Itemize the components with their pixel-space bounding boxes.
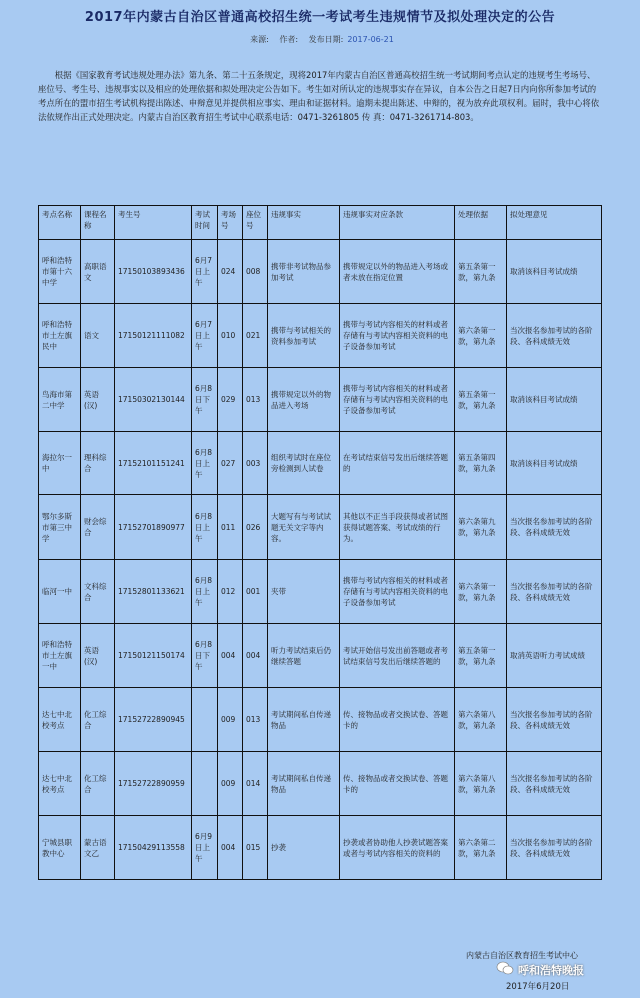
cell-violation: 大题写有与考试试题无关文字等内容。 — [268, 495, 340, 560]
cell-violation: 携带非考试物品参加考试 — [268, 240, 340, 304]
cell-seat-no: 014 — [243, 752, 268, 816]
wechat-logo-icon — [496, 960, 514, 976]
cell-violation: 组织考试时在座位旁检测到人试卷 — [268, 432, 340, 495]
page-title: 2017年内蒙古自治区普通高校招生统一考试考生违规情节及拟处理决定的公告 — [84, 10, 556, 25]
table-header-row — [39, 206, 602, 240]
cell-room-no: 009 — [218, 752, 243, 816]
cell-exam-time: 6月8日下午 — [192, 368, 218, 432]
cell-decision: 当次报名参加考试的各阶段、各科成绩无效 — [507, 752, 602, 816]
col-header-room-no: 考场号 — [218, 206, 243, 240]
cell-violation: 考试期间私自传递物品 — [268, 688, 340, 752]
cell-exam-time: 6月8日上午 — [192, 495, 218, 560]
cell-exam-time: 6月8日下午 — [192, 624, 218, 688]
col-header-exam-site: 考点名称 — [39, 206, 81, 240]
source-label: 来源: — [250, 35, 269, 44]
cell-clause: 传、接物品或者交换试卷、答题卡的 — [340, 752, 455, 816]
table-row — [39, 304, 602, 368]
cell-course: 理科综合 — [81, 432, 115, 495]
cell-exam-site: 达七中北校考点 — [39, 688, 81, 752]
cell-decision: 当次报名参加考试的各阶段、各科成绩无效 — [507, 495, 602, 560]
cell-candidate-id: 17150121150174 — [115, 624, 192, 688]
cell-exam-site: 呼和浩特市第十六中学 — [39, 240, 81, 304]
cell-decision: 当次报名参加考试的各阶段、各科成绩无效 — [507, 816, 602, 880]
cell-violation: 夹带 — [268, 560, 340, 624]
cell-decision: 取消该科目考试成绩 — [507, 368, 602, 432]
cell-exam-site: 呼和浩特市土左旗民中 — [39, 304, 81, 368]
cell-exam-time: 6月8日上午 — [192, 432, 218, 495]
cell-basis: 第六条第八款，第九条 — [455, 752, 507, 816]
cell-seat-no: 021 — [243, 304, 268, 368]
table-row — [39, 816, 602, 880]
cell-course: 文科综合 — [81, 560, 115, 624]
cell-course: 高职语文 — [81, 240, 115, 304]
cell-exam-site: 海拉尔一中 — [39, 432, 81, 495]
intro-paragraph: 根据《国家教育考试违规处理办法》第九条、第二十五条规定，现将2017年内蒙古自治区普通高校招生统一考试期间考点认定的违规考生考场号、座位号、考生号、违规事实以及相应的处理依据和拟处理决定公告如下。考生如对所认定的违规事实存在异议，自本公告之日起7日内向你所参加考试的考点所在的盟市招生考试机构提出陈述、申辩意见并提供相应事实、理由和证据材料。逾期未提出陈述、申辩的，视为放弃此项权利。届时，我中心将依法依规作出正式处理决定。内蒙古自治区教育招生考试中心联系电话：0471-3261805 传 真：0471-3261714-803。 — [38, 70, 600, 122]
table-row — [39, 495, 602, 560]
cell-basis: 第六条第九款，第九条 — [455, 495, 507, 560]
cell-exam-time: 6月8日上午 — [192, 560, 218, 624]
cell-seat-no: 026 — [243, 495, 268, 560]
cell-exam-site: 临河一中 — [39, 560, 81, 624]
cell-exam-site: 达七中北校考点 — [39, 752, 81, 816]
watermark-brand: 呼和浩特晚报 — [518, 964, 584, 977]
table-row — [39, 560, 602, 624]
cell-exam-time: 6月9日上午 — [192, 816, 218, 880]
cell-decision: 当次报名参加考试的各阶段、各科成绩无效 — [507, 688, 602, 752]
col-header-clause: 违规事实对应条款 — [340, 206, 455, 240]
cell-room-no: 011 — [218, 495, 243, 560]
cell-seat-no: 008 — [243, 240, 268, 304]
cell-candidate-id: 17150429113558 — [115, 816, 192, 880]
cell-course: 英语(汉) — [81, 624, 115, 688]
col-header-violation: 违规事实 — [268, 206, 340, 240]
cell-basis: 第五条第一款，第九条 — [455, 368, 507, 432]
cell-exam-time: 6月7日上午 — [192, 304, 218, 368]
publish-date: 2017-06-21 — [347, 35, 394, 44]
cell-exam-time — [192, 688, 218, 752]
cell-seat-no: 015 — [243, 816, 268, 880]
cell-seat-no: 003 — [243, 432, 268, 495]
cell-room-no: 024 — [218, 240, 243, 304]
cell-course: 英语(汉) — [81, 368, 115, 432]
cell-basis: 第六条第二款，第九条 — [455, 816, 507, 880]
cell-clause: 携带与考试内容相关的材料或者存储有与考试内容相关资料的电子设备参加考试 — [340, 560, 455, 624]
cell-decision: 取消英语听力考试成绩 — [507, 624, 602, 688]
cell-seat-no: 001 — [243, 560, 268, 624]
date-label: 发布日期: — [308, 35, 344, 44]
cell-clause: 抄袭或者协助他人抄袭试题答案或者与考试内容相关的资料的 — [340, 816, 455, 880]
cell-decision: 当次报名参加考试的各阶段、各科成绩无效 — [507, 304, 602, 368]
cell-candidate-id: 17150121111082 — [115, 304, 192, 368]
cell-seat-no: 013 — [243, 368, 268, 432]
cell-room-no: 012 — [218, 560, 243, 624]
cell-clause: 携带与考试内容相关的材料或者存储有与考试内容相关资料的电子设备参加考试 — [340, 368, 455, 432]
cell-candidate-id: 17150103893436 — [115, 240, 192, 304]
col-header-basis: 处理依据 — [455, 206, 507, 240]
cell-room-no: 029 — [218, 368, 243, 432]
cell-clause: 考试开始信号发出前答题或者考试结束信号发出后继续答题的 — [340, 624, 455, 688]
cell-exam-site: 鄂尔多斯市第三中学 — [39, 495, 81, 560]
table-row — [39, 368, 602, 432]
cell-basis: 第五条第四款，第九条 — [455, 432, 507, 495]
col-header-decision: 拟处理意见 — [507, 206, 602, 240]
author-label: 作者: — [279, 35, 299, 44]
cell-decision: 当次报名参加考试的各阶段、各科成绩无效 — [507, 560, 602, 624]
col-header-seat-no: 座位号 — [243, 206, 268, 240]
cell-violation: 考试期间私自传递物品 — [268, 752, 340, 816]
cell-exam-site: 鸟海市第二中学 — [39, 368, 81, 432]
cell-room-no: 010 — [218, 304, 243, 368]
cell-exam-time: 6月7日上午 — [192, 240, 218, 304]
cell-candidate-id: 17152722890945 — [115, 688, 192, 752]
cell-clause: 其他以不正当手段获得或者试图获得试题答案、考试成绩的行为。 — [340, 495, 455, 560]
footer-date: 2017年6月20日 — [506, 982, 570, 992]
cell-room-no: 004 — [218, 624, 243, 688]
article-meta — [0, 34, 640, 45]
table-row — [39, 432, 602, 495]
cell-room-no: 004 — [218, 816, 243, 880]
cell-course: 化工综合 — [81, 688, 115, 752]
cell-course: 语文 — [81, 304, 115, 368]
cell-room-no: 009 — [218, 688, 243, 752]
cell-candidate-id: 17152722890959 — [115, 752, 192, 816]
cell-candidate-id: 17150302130144 — [115, 368, 192, 432]
violation-table — [38, 205, 602, 880]
col-header-candidate-id: 考生号 — [115, 206, 192, 240]
table-row — [39, 624, 602, 688]
cell-candidate-id: 17152101151241 — [115, 432, 192, 495]
col-header-exam-time: 考试时间 — [192, 206, 218, 240]
table-row — [39, 688, 602, 752]
cell-clause: 携带与考试内容相关的材料或者存储有与考试内容相关资料的电子设备参加考试 — [340, 304, 455, 368]
cell-course: 财会综合 — [81, 495, 115, 560]
cell-exam-site: 呼和浩特市土左旗一中 — [39, 624, 81, 688]
table-row — [39, 752, 602, 816]
cell-candidate-id: 17152701890977 — [115, 495, 192, 560]
cell-course: 蒙古语文乙 — [81, 816, 115, 880]
cell-seat-no: 013 — [243, 688, 268, 752]
cell-basis: 第五条第一款，第九条 — [455, 240, 507, 304]
cell-seat-no: 004 — [243, 624, 268, 688]
cell-basis: 第六条第八款，第九条 — [455, 688, 507, 752]
cell-candidate-id: 17152801133621 — [115, 560, 192, 624]
cell-violation: 听力考试结束后仍继续答题 — [268, 624, 340, 688]
cell-clause: 携带规定以外的物品进入考场或者未放在指定位置 — [340, 240, 455, 304]
cell-room-no: 027 — [218, 432, 243, 495]
cell-basis: 第五条第一款，第九条 — [455, 624, 507, 688]
cell-decision: 取消该科目考试成绩 — [507, 432, 602, 495]
cell-exam-time — [192, 752, 218, 816]
col-header-course: 课程名称 — [81, 206, 115, 240]
cell-clause: 传、接物品或者交换试卷、答题卡的 — [340, 688, 455, 752]
cell-violation: 携带规定以外的物品进入考场 — [268, 368, 340, 432]
cell-decision: 取消该科目考试成绩 — [507, 240, 602, 304]
cell-clause: 在考试结束信号发出后继续答题的 — [340, 432, 455, 495]
cell-basis: 第六条第一款，第九条 — [455, 304, 507, 368]
cell-course: 化工综合 — [81, 752, 115, 816]
table-row — [39, 240, 602, 304]
cell-exam-site: 宁城县职教中心 — [39, 816, 81, 880]
cell-violation: 携带与考试相关的资料参加考试 — [268, 304, 340, 368]
cell-basis: 第六条第一款，第九条 — [455, 560, 507, 624]
cell-violation: 抄袭 — [268, 816, 340, 880]
issuing-organization: 内蒙古自治区教育招生考试中心 — [466, 951, 578, 960]
